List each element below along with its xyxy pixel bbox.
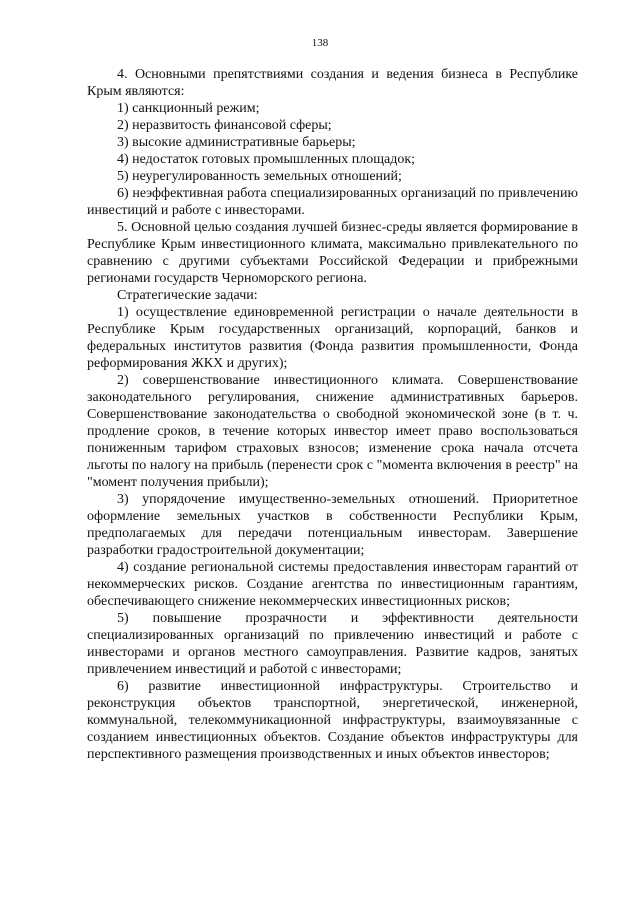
paragraph: 6) развитие инвестиционной инфраструктуры. Строительство и реконструкция объектов транспортной, энергетической, инженерной, коммунальной, телекоммуникационной инфраструктуры, взаимоувязанные с созданием инвестиционных объектов. Создание объектов инфраструктуры для перспективного размещения производственных и иных объектов инвесторов; (87, 679, 578, 762)
paragraph: 2) неразвитость финансовой сферы; (117, 118, 332, 133)
body-text (87, 66, 578, 763)
paragraph: 5. Основной целью создания лучшей бизнес-среды является формирование в Республике Крым инвестиционного климата, максимально привлекательного по сравнению с другими субъектами Российской Федерации и прибрежными регионами государств Черноморского региона. (87, 220, 578, 286)
page-number: 138 (311, 37, 329, 49)
paragraph: 1) осуществление единовременной регистрации о начале деятельности в Республике Крым государственных организаций, корпораций, банков и федеральных институтов развития (Фонда развития промышленности, Фонда реформирования ЖКХ и других); (87, 305, 578, 371)
paragraph: 4. Основными препятствиями создания и ведения бизнеса в Республике Крым являются: (87, 67, 578, 99)
paragraph: 1) санкционный режим; (117, 101, 260, 116)
paragraph: 4) недостаток готовых промышленных площадок; (117, 152, 416, 167)
paragraph: 4) создание региональной системы предоставления инвесторам гарантий от некоммерческих рисков. Создание агентства по инвестиционным гарантиям, обеспечивающего снижение некоммерческих инвестиционных рисков; (87, 560, 578, 609)
paragraph: 3) высокие административные барьеры; (117, 135, 356, 150)
paragraph: Стратегические задачи: (117, 288, 258, 303)
paragraph: 6) неэффективная работа специализированных организаций по привлечению инвестиций и работе с инвесторами. (87, 186, 578, 218)
paragraph: 2) совершенствование инвестиционного климата. Совершенствование законодательного регулирования, снижение административных барьеров. Совершенствование законодательства о свободной экономической зоне (в т. ч. продление сроков, в течение которых инвестор имеет право воспользоваться пониженным тарифом страховых взносов; изменение срока начала отсчета льготы по налогу на прибыль (перенести срок с "момента включения в реестр" на "момент получения прибыли); (87, 373, 578, 490)
paragraph: 3) упорядочение имущественно-земельных отношений. Приоритетное оформление земельных участков в собственности Республики Крым, предполагаемых для передачи потенциальным инвесторам. Завершение разработки градостроительной документации; (87, 492, 578, 558)
paragraph: 5) повышение прозрачности и эффективности деятельности специализированных организаций по привлечению инвестиций и работе с инвесторами и органов местного самоуправления. Развитие кадров, занятых привлечением инвестиций и работой с инвесторами; (87, 611, 578, 677)
paragraph: 5) неурегулированность земельных отношений; (117, 169, 402, 184)
